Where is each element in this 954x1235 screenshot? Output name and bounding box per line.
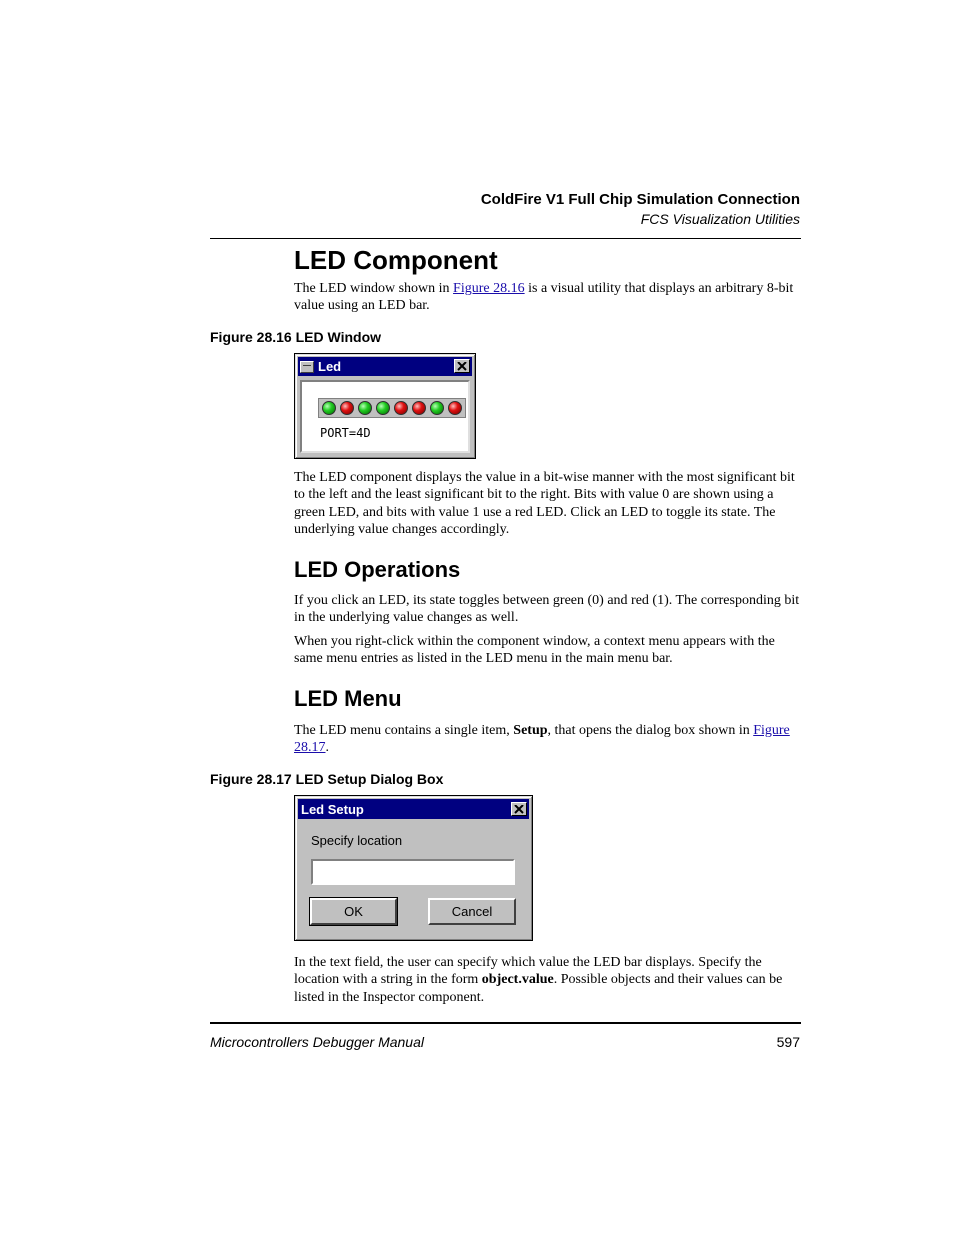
led-red-bit-0[interactable] — [448, 401, 462, 415]
header-rule — [210, 238, 801, 239]
running-header-title: ColdFire V1 Full Chip Simulation Connection — [480, 191, 800, 208]
figure-caption-led-window: Figure 28.16 LED Window — [210, 329, 382, 345]
text-span: is a visual utility that displays an arbitrary 8-bit value using an LED bar. — [294, 281, 794, 314]
led-component-description: The LED component displays the value in a bit-wise manner with the most significant bit to the left and the least significant bit to the right. Bits with value 0 are shown using a green LED, and bits with value 1 use a red LED. Click an LED to toggle its state. The underlying value changes accordingly. — [294, 470, 795, 538]
cancel-button[interactable]: Cancel — [428, 898, 516, 925]
port-value-readout: PORT=4D — [320, 426, 371, 440]
close-button[interactable] — [454, 359, 470, 373]
led-setup-title: Led Setup — [301, 801, 364, 817]
close-icon — [514, 805, 524, 814]
footer-rule — [210, 1022, 801, 1024]
led-setup-titlebar[interactable] — [298, 799, 529, 819]
led-window — [294, 353, 476, 459]
running-header-subtitle: FCS Visualization Utilities — [640, 211, 800, 227]
text-span: . — [325, 740, 329, 756]
footer-manual-title: Microcontrollers Debugger Manual — [210, 1034, 424, 1050]
led-green-bit-7[interactable] — [322, 401, 336, 415]
led-green-bit-4[interactable] — [376, 401, 390, 415]
led-setup-dialog — [294, 795, 533, 941]
menu-paragraph — [294, 722, 801, 757]
specify-location-label: Specify location — [311, 833, 403, 848]
bold-object-value: object.value — [481, 972, 554, 988]
led-window-client — [300, 380, 470, 453]
page-number: 597 — [776, 1034, 800, 1050]
led-green-bit-5[interactable] — [358, 401, 372, 415]
figure-caption-led-setup: Figure 28.17 LED Setup Dialog Box — [210, 771, 444, 787]
text-span: In the text field, the user can specify which value the LED bar displays. Specify the location with a string in the form — [294, 955, 762, 988]
ok-button[interactable]: OK — [310, 898, 397, 925]
led-green-bit-1[interactable] — [430, 401, 444, 415]
close-button[interactable] — [511, 802, 527, 816]
intro-paragraph — [294, 280, 801, 315]
operations-paragraph-2: When you right-click within the component window, a context menu appears with the same menu entries as listed in the LED menu in the main menu bar. — [294, 634, 775, 667]
window-menu-icon[interactable] — [300, 361, 314, 373]
close-icon — [457, 362, 467, 371]
text-span: , that opens the dialog box shown in — [547, 723, 754, 738]
text-span: The LED menu contains a single item, — [294, 723, 514, 738]
led-red-bit-3[interactable] — [394, 401, 408, 415]
heading-led-component: LED Component — [294, 245, 498, 275]
led-bar — [318, 398, 466, 418]
text-span: The LED window shown in — [294, 281, 454, 296]
heading-led-menu: LED Menu — [294, 686, 402, 711]
led-red-bit-6[interactable] — [340, 401, 354, 415]
heading-led-operations: LED Operations — [294, 557, 461, 582]
bold-setup: Setup — [513, 723, 548, 738]
setup-description — [294, 954, 801, 1006]
led-window-title: Led — [318, 359, 342, 374]
led-red-bit-2[interactable] — [412, 401, 426, 415]
text-span: . Possible objects and their values can be listed in the Inspector component. — [294, 972, 783, 1005]
location-input[interactable] — [311, 859, 515, 885]
link-figure-28-16[interactable]: Figure 28.16 — [453, 281, 525, 296]
led-window-titlebar[interactable] — [298, 357, 472, 376]
operations-paragraph-1: If you click an LED, its state toggles between green (0) and red (1). The corresponding bit in the underlying value changes as well. — [294, 593, 800, 626]
link-figure-28-17[interactable]: Figure 28.17 — [294, 723, 790, 756]
